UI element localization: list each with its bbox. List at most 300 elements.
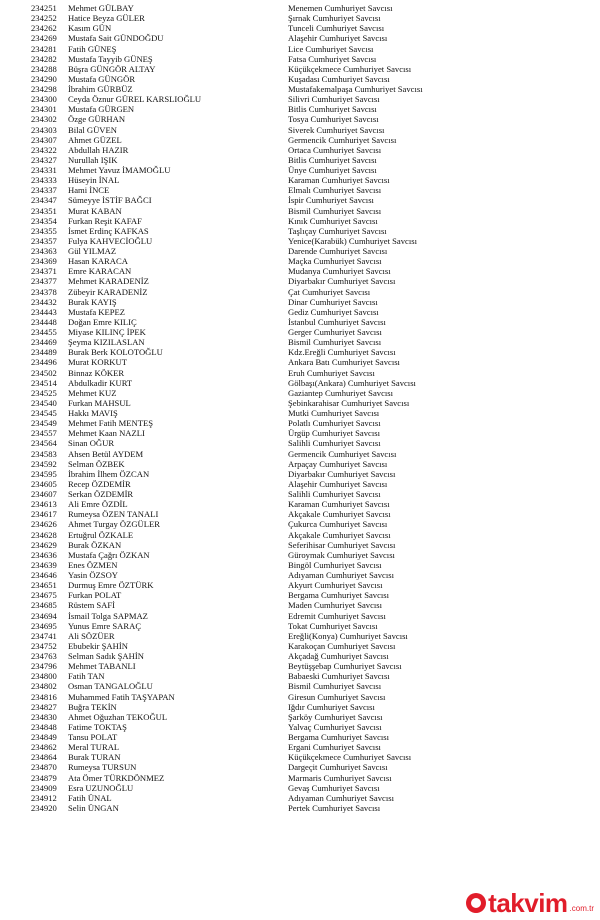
assigned-office: Çukurca Cumhuriyet Savcısı xyxy=(288,519,388,530)
list-row xyxy=(0,479,600,489)
list-row xyxy=(0,732,600,742)
person-name: Ceyda Öznur GÜREL KARSLIOĞLU xyxy=(68,94,202,105)
assigned-office: Arpaçay Cumhuriyet Savcısı xyxy=(288,458,388,469)
watermark-brand: takvim xyxy=(488,888,568,918)
person-name: Ebubekir ŞAHİN xyxy=(68,640,128,651)
assigned-office: Bitlis Cumhuriyet Savcısı xyxy=(288,104,377,115)
list-row xyxy=(0,580,600,590)
list-row xyxy=(0,570,600,580)
assigned-office: İspir Cumhuriyet Savcısı xyxy=(288,195,374,206)
person-name: Fatime TOKTAŞ xyxy=(68,721,127,732)
registry-number: 234695 xyxy=(31,620,57,631)
person-name: Selin ÜNGAN xyxy=(68,802,119,813)
person-name: Esra UZUNOĞLU xyxy=(68,782,134,793)
assigned-office: Babaeski Cumhuriyet Savcısı xyxy=(288,671,390,682)
list-row xyxy=(0,23,600,33)
person-name: Mehmet Fatih MENTEŞ xyxy=(68,418,153,429)
takvim-logo-icon xyxy=(466,893,486,913)
assigned-office: Edremit Cumhuriyet Savcısı xyxy=(288,610,386,621)
assigned-office: Akyurt Cumhuriyet Savcısı xyxy=(288,580,383,591)
registry-number: 234830 xyxy=(31,711,57,722)
list-row xyxy=(0,287,600,297)
list-row xyxy=(0,256,600,266)
list-row xyxy=(0,438,600,448)
list-row xyxy=(0,692,600,702)
person-name: Mehmet TABANLI xyxy=(68,661,136,672)
assigned-office: Diyarbakır Cumhuriyet Savcısı xyxy=(288,468,396,479)
registry-number: 234369 xyxy=(31,256,57,267)
list-row xyxy=(0,459,600,469)
list-row xyxy=(0,175,600,185)
assigned-office: Adıyaman Cumhuriyet Savcısı xyxy=(288,792,394,803)
list-row xyxy=(0,378,600,388)
registry-number: 234298 xyxy=(31,84,57,94)
registry-number: 234675 xyxy=(31,590,57,601)
person-name: Burak KAYIŞ xyxy=(68,296,117,307)
registry-number: 234741 xyxy=(31,630,57,641)
registry-number: 234629 xyxy=(31,539,57,550)
list-row xyxy=(0,509,600,519)
assigned-office: Menemen Cumhuriyet Savcısı xyxy=(288,3,393,13)
assigned-office: Karaman Cumhuriyet Savcısı xyxy=(288,175,390,186)
assigned-office: Tunceli Cumhuriyet Savcısı xyxy=(288,23,385,34)
registry-number: 234290 xyxy=(31,73,57,84)
assigned-office: Darende Cumhuriyet Savcısı xyxy=(288,246,388,256)
registry-number: 234322 xyxy=(31,144,57,155)
registry-number: 234307 xyxy=(31,134,57,145)
assigned-office: Mustafakemalpaşa Cumhuriyet Savcısı xyxy=(288,84,423,94)
assigned-office: Mutki Cumhuriyet Savcısı xyxy=(288,408,380,418)
list-row xyxy=(0,449,600,459)
person-name: Fulya KAHVECİOĞLU xyxy=(68,235,153,246)
list-row xyxy=(0,74,600,84)
registry-number: 234300 xyxy=(31,94,57,105)
assigned-office: Bismil Cumhuriyet Savcısı xyxy=(288,681,382,692)
person-name: Ata Ömer TÜRKDÖNMEZ xyxy=(68,772,165,783)
person-name: Rumeysa ÖZEN TANALI xyxy=(68,509,159,520)
registry-number: 234879 xyxy=(31,772,57,783)
registry-number: 234371 xyxy=(31,266,57,277)
assigned-office: Ergani Cumhuriyet Savcısı xyxy=(288,742,381,753)
registry-number: 234357 xyxy=(31,235,57,246)
registry-number: 234545 xyxy=(31,408,57,418)
assigned-office: Dinar Cumhuriyet Savcısı xyxy=(288,296,378,307)
assigned-office: Pertek Cumhuriyet Savcısı xyxy=(288,802,381,813)
registry-number: 234592 xyxy=(31,458,57,469)
registry-number: 234752 xyxy=(31,640,57,651)
assigned-office: Iğdır Cumhuriyet Savcısı xyxy=(288,701,375,712)
list-row xyxy=(0,44,600,54)
person-name: Hakkı MAVIŞ xyxy=(68,408,118,418)
list-row xyxy=(0,712,600,722)
assigned-office: Ortaca Cumhuriyet Savcısı xyxy=(288,144,382,155)
assigned-office: Bitlis Cumhuriyet Savcısı xyxy=(288,154,377,165)
person-name: Yasin ÖZSOY xyxy=(68,570,118,580)
list-row xyxy=(0,408,600,418)
assigned-office: Gerger Cumhuriyet Savcısı xyxy=(288,327,382,337)
assigned-office: Salihli Cumhuriyet Savcısı xyxy=(288,489,381,499)
assigned-office: Gölbaşı(Ankara) Cumhuriyet Savcısı xyxy=(288,377,416,388)
registry-number: 234595 xyxy=(31,468,57,479)
person-name: Burak TURAN xyxy=(68,752,121,763)
person-name: Fatih GÜNEŞ xyxy=(68,43,117,54)
assigned-office: Tokat Cumhuriyet Savcısı xyxy=(288,620,378,631)
person-name: Serkan ÖZDEMİR xyxy=(68,489,134,499)
person-name: Tansu POLAT xyxy=(68,732,118,742)
assigned-office: Kuşadası Cumhuriyet Savcısı xyxy=(288,73,390,84)
assigned-office: Ünye Cumhuriyet Savcısı xyxy=(288,165,377,175)
list-row xyxy=(0,54,600,64)
registry-number: 234377 xyxy=(31,276,57,287)
assigned-office: Yalvaç Cumhuriyet Savcısı xyxy=(288,721,382,732)
person-name: Mustafa GÜNGÖR xyxy=(68,73,136,84)
assigned-office: Alaşehir Cumhuriyet Savcısı xyxy=(288,478,388,489)
list-row xyxy=(0,418,600,428)
assigned-office: Maden Cumhuriyet Savcısı xyxy=(288,600,383,611)
registry-number: 234432 xyxy=(31,296,57,307)
person-name: Ahsen Betül AYDEM xyxy=(68,448,144,459)
registry-number: 234549 xyxy=(31,418,57,429)
registry-number: 234378 xyxy=(31,286,57,297)
list-row xyxy=(0,195,600,205)
registry-number: 234489 xyxy=(31,347,57,358)
list-row xyxy=(0,742,600,752)
assigned-office: İstanbul Cumhuriyet Savcısı xyxy=(288,316,386,327)
registry-number: 234816 xyxy=(31,691,57,702)
registry-number: 234802 xyxy=(31,681,57,692)
assigned-office: Mudanya Cumhuriyet Savcısı xyxy=(288,266,391,277)
person-name: Sinan OĞUR xyxy=(68,438,115,449)
assigned-office: Eruh Cumhuriyet Savcısı xyxy=(288,367,375,378)
registry-number: 234363 xyxy=(31,246,57,256)
assigned-office: Lice Cumhuriyet Savcısı xyxy=(288,43,374,54)
person-name: Furkan MAHSUL xyxy=(68,397,131,408)
list-row xyxy=(0,297,600,307)
registry-number: 234333 xyxy=(31,175,57,186)
registry-number: 234920 xyxy=(31,802,57,813)
list-row xyxy=(0,621,600,631)
person-name: Şeyma KIZILASLAN xyxy=(68,337,145,348)
registry-number: 234583 xyxy=(31,448,57,459)
list-row xyxy=(0,722,600,732)
person-name: İsmet Erdinç KAFKAS xyxy=(68,225,149,236)
assigned-office: Akçakale Cumhuriyet Savcısı xyxy=(288,509,391,520)
registry-number: 234800 xyxy=(31,671,57,682)
list-row xyxy=(0,84,600,94)
person-name: Murat KORKUT xyxy=(68,357,127,368)
registry-number: 234337 xyxy=(31,185,57,196)
list-row xyxy=(0,226,600,236)
person-name: Ali SÖZÜER xyxy=(68,630,115,641)
list-row xyxy=(0,752,600,762)
list-row xyxy=(0,216,600,226)
watermark-takvim xyxy=(466,890,594,916)
registry-number: 234605 xyxy=(31,478,57,489)
person-name: Hüseyin İNAL xyxy=(68,175,120,186)
registry-number: 234912 xyxy=(31,792,57,803)
assigned-office: Ürgüp Cumhuriyet Savcısı xyxy=(288,428,380,439)
watermark-tld: .com.tr xyxy=(569,904,594,913)
person-name: Emre KARACAN xyxy=(68,266,132,277)
registry-number: 234269 xyxy=(31,33,57,44)
registry-number: 234862 xyxy=(31,742,57,753)
assigned-office: Taşlıçay Cumhuriyet Savcısı xyxy=(288,225,387,236)
list-row xyxy=(0,398,600,408)
assigned-office: Güroymak Cumhuriyet Savcısı xyxy=(288,549,395,560)
person-name: Mehmet KARADENİZ xyxy=(68,276,149,287)
registry-number: 234448 xyxy=(31,316,57,327)
assigned-office: Germencik Cumhuriyet Savcısı xyxy=(288,134,397,145)
assigned-office: Dargeçit Cumhuriyet Savcısı xyxy=(288,762,388,773)
assigned-office: Kdz.Ereğli Cumhuriyet Savcısı xyxy=(288,347,396,358)
registry-number: 234469 xyxy=(31,337,57,348)
person-name: Mehmet GÜLBAY xyxy=(68,3,134,13)
registry-number: 234796 xyxy=(31,661,57,672)
person-name: Mustafa Tayyib GÜNEŞ xyxy=(68,53,153,64)
registry-number: 234354 xyxy=(31,215,57,226)
registry-number: 234870 xyxy=(31,762,57,773)
registry-number: 234331 xyxy=(31,165,57,175)
person-name: Burak ÖZKAN xyxy=(68,539,122,550)
list-row xyxy=(0,651,600,661)
registry-number: 234251 xyxy=(31,3,57,13)
registry-number: 234282 xyxy=(31,53,57,64)
list-row xyxy=(0,519,600,529)
list-row xyxy=(0,671,600,681)
person-name: Mehmet KUZ xyxy=(68,387,117,398)
registry-number: 234302 xyxy=(31,114,57,125)
assigned-office: Ankara Batı Cumhuriyet Savcısı xyxy=(288,357,400,368)
person-name: Muhammed Fatih TAŞYAPAN xyxy=(68,691,175,702)
person-name: Furkan Reşit KAFAF xyxy=(68,215,142,226)
assigned-office: Tosya Cumhuriyet Savcısı xyxy=(288,114,379,125)
assigned-office: Şırnak Cumhuriyet Savcısı xyxy=(288,13,381,24)
registry-number: 234288 xyxy=(31,63,57,74)
assigned-office: Bismil Cumhuriyet Savcısı xyxy=(288,205,382,216)
person-name: Doğan Emre KILIÇ xyxy=(68,316,137,327)
person-name: Abdullah HAZIR xyxy=(68,144,129,155)
assigned-office: Akçadağ Cumhuriyet Savcısı xyxy=(288,651,389,661)
list-row xyxy=(0,641,600,651)
person-name: Recep ÖZDEMİR xyxy=(68,478,131,489)
list-row xyxy=(0,388,600,398)
assigned-office: Yenice(Karabük) Cumhuriyet Savcısı xyxy=(288,235,417,246)
list-row xyxy=(0,590,600,600)
list-row xyxy=(0,246,600,256)
list-row xyxy=(0,803,600,813)
appointment-list xyxy=(0,3,600,813)
list-row xyxy=(0,155,600,165)
list-row xyxy=(0,702,600,712)
registry-number: 234848 xyxy=(31,721,57,732)
registry-number: 234694 xyxy=(31,610,57,621)
person-name: Mustafa KEPEZ xyxy=(68,306,126,317)
person-name: Selman Sadık ŞAHİN xyxy=(68,651,144,661)
person-name: Fatih ÜNAL xyxy=(68,792,112,803)
person-name: Selman ÖZBEK xyxy=(68,458,125,469)
registry-number: 234651 xyxy=(31,580,57,591)
person-name: Ahmet Turgay ÖZGÜLER xyxy=(68,519,160,530)
list-row xyxy=(0,762,600,772)
assigned-office: Şebinkarahisar Cumhuriyet Savcısı xyxy=(288,397,410,408)
registry-number: 234685 xyxy=(31,600,57,611)
registry-number: 234864 xyxy=(31,752,57,763)
list-row xyxy=(0,276,600,286)
registry-number: 234496 xyxy=(31,357,57,368)
list-row xyxy=(0,94,600,104)
registry-number: 234827 xyxy=(31,701,57,712)
registry-number: 234514 xyxy=(31,377,57,388)
registry-number: 234639 xyxy=(31,559,57,570)
person-name: Mustafa Sait GÜNDOĞDU xyxy=(68,33,164,44)
list-row xyxy=(0,206,600,216)
assigned-office: Silivri Cumhuriyet Savcısı xyxy=(288,94,380,105)
person-name: Rumeysa TURSUN xyxy=(68,762,137,773)
registry-number: 234525 xyxy=(31,387,57,398)
assigned-office: Salihli Cumhuriyet Savcısı xyxy=(288,438,381,449)
list-row xyxy=(0,347,600,357)
assigned-office: Adıyaman Cumhuriyet Savcısı xyxy=(288,570,394,580)
person-name: İbrahim İlhem ÖZCAN xyxy=(68,468,150,479)
assigned-office: Gaziantep Cumhuriyet Savcısı xyxy=(288,387,394,398)
person-name: İsmail Tolga SAPMAZ xyxy=(68,610,148,621)
registry-number: 234443 xyxy=(31,306,57,317)
registry-number: 234355 xyxy=(31,225,57,236)
list-row xyxy=(0,540,600,550)
assigned-office: Gediz Cumhuriyet Savcısı xyxy=(288,306,379,317)
assigned-office: Bergama Cumhuriyet Savcısı xyxy=(288,590,390,601)
assigned-office: Kınık Cumhuriyet Savcısı xyxy=(288,215,378,226)
assigned-office: Bergama Cumhuriyet Savcısı xyxy=(288,732,390,742)
assigned-office: Gevaş Cumhuriyet Savcısı xyxy=(288,782,380,793)
registry-number: 234849 xyxy=(31,732,57,742)
person-name: Murat KABAN xyxy=(68,205,122,216)
assigned-office: Çat Cumhuriyet Savcısı xyxy=(288,286,371,297)
list-row xyxy=(0,13,600,23)
person-name: Sümeyye İSTİF BAĞCI xyxy=(68,195,152,206)
list-row xyxy=(0,489,600,499)
registry-number: 234301 xyxy=(31,104,57,115)
assigned-office: Polatlı Cumhuriyet Savcısı xyxy=(288,418,381,429)
person-name: Ahmet GÜZEL xyxy=(68,134,122,145)
list-row xyxy=(0,368,600,378)
registry-number: 234303 xyxy=(31,124,57,135)
registry-number: 234351 xyxy=(31,205,57,216)
assigned-office: Diyarbakır Cumhuriyet Savcısı xyxy=(288,276,396,287)
registry-number: 234557 xyxy=(31,428,57,439)
assigned-office: Maçka Cumhuriyet Savcısı xyxy=(288,256,382,267)
list-row xyxy=(0,530,600,540)
person-name: Mehmet Kaan NAZLI xyxy=(68,428,145,439)
registry-number: 234607 xyxy=(31,489,57,499)
person-name: Bilal GÜVEN xyxy=(68,124,117,135)
assigned-office: Fatsa Cumhuriyet Savcısı xyxy=(288,53,377,64)
registry-number: 234763 xyxy=(31,651,57,661)
person-name: Durmuş Emre ÖZTÜRK xyxy=(68,580,154,591)
assigned-office: Karaman Cumhuriyet Savcısı xyxy=(288,499,390,510)
list-row xyxy=(0,600,600,610)
list-row xyxy=(0,773,600,783)
registry-number: 234646 xyxy=(31,570,57,580)
person-name: Kasım GÜN xyxy=(68,23,112,34)
person-name: Gül YILMAZ xyxy=(68,246,117,256)
registry-number: 234613 xyxy=(31,499,57,510)
assigned-office: Seferihisar Cumhuriyet Savcısı xyxy=(288,539,396,550)
person-name: Hatice Beyza GÜLER xyxy=(68,13,145,24)
person-name: Ertuğrul ÖZKALE xyxy=(68,529,134,540)
list-row xyxy=(0,499,600,509)
person-name: Rüstem SAFİ xyxy=(68,600,116,611)
registry-number: 234262 xyxy=(31,23,57,34)
registry-number: 234636 xyxy=(31,549,57,560)
list-row xyxy=(0,783,600,793)
person-name: Binnaz KÖKER xyxy=(68,367,125,378)
list-row xyxy=(0,114,600,124)
registry-number: 234327 xyxy=(31,154,57,165)
assigned-office: Marmaris Cumhuriyet Savcısı xyxy=(288,772,392,783)
list-row xyxy=(0,64,600,74)
person-name: Nurullah IŞIK xyxy=(68,154,118,165)
person-name: Ali Emre ÖZDİL xyxy=(68,499,128,510)
registry-number: 234347 xyxy=(31,195,57,206)
person-name: Yunus Emre SARAÇ xyxy=(68,620,142,631)
list-row xyxy=(0,611,600,621)
assigned-office: Şarköy Cumhuriyet Savcısı xyxy=(288,711,383,722)
person-name: Burak Berk KOLOTOĞLU xyxy=(68,347,163,358)
person-name: Hasan KARACA xyxy=(68,256,128,267)
list-row xyxy=(0,357,600,367)
person-name: Mustafa GÜRGEN xyxy=(68,104,135,115)
list-row xyxy=(0,560,600,570)
assigned-office: Alaşehir Cumhuriyet Savcısı xyxy=(288,33,388,44)
list-row xyxy=(0,145,600,155)
assigned-office: Karakoçan Cumhuriyet Savcısı xyxy=(288,640,396,651)
person-name: Mustafa Çağrı ÖZKAN xyxy=(68,549,150,560)
list-row xyxy=(0,307,600,317)
list-row xyxy=(0,550,600,560)
list-row xyxy=(0,317,600,327)
registry-number: 234564 xyxy=(31,438,57,449)
registry-number: 234281 xyxy=(31,43,57,54)
assigned-office: Bismil Cumhuriyet Savcısı xyxy=(288,337,382,348)
person-name: İbrahim GÜRBÜZ xyxy=(68,84,133,94)
assigned-office: Küçükçekmece Cumhuriyet Savcısı xyxy=(288,752,412,763)
assigned-office: Bingöl Cumhuriyet Savcısı xyxy=(288,559,382,570)
person-name: Enes ÖZMEN xyxy=(68,559,118,570)
list-row xyxy=(0,337,600,347)
list-row xyxy=(0,631,600,641)
person-name: Miyase KILINÇ İPEK xyxy=(68,327,146,337)
list-row xyxy=(0,33,600,43)
person-name: Abdulkadir KURT xyxy=(68,377,133,388)
person-name: Hami İNCE xyxy=(68,185,110,196)
list-row xyxy=(0,428,600,438)
person-name: Zübeyir KARADENİZ xyxy=(68,286,148,297)
person-name: Furkan POLAT xyxy=(68,590,122,601)
list-row xyxy=(0,104,600,114)
assigned-office: Beytüşşebap Cumhuriyet Savcısı xyxy=(288,661,402,672)
assigned-office: Ereğli(Konya) Cumhuriyet Savcısı xyxy=(288,630,408,641)
list-row xyxy=(0,327,600,337)
list-row xyxy=(0,125,600,135)
list-row xyxy=(0,165,600,175)
person-name: Osman TANGALOĞLU xyxy=(68,681,153,692)
assigned-office: Elmalı Cumhuriyet Savcısı xyxy=(288,185,382,196)
assigned-office: Siverek Cumhuriyet Savcısı xyxy=(288,124,385,135)
registry-number: 234617 xyxy=(31,509,57,520)
registry-number: 234628 xyxy=(31,529,57,540)
assigned-office: Germencik Cumhuriyet Savcısı xyxy=(288,448,397,459)
